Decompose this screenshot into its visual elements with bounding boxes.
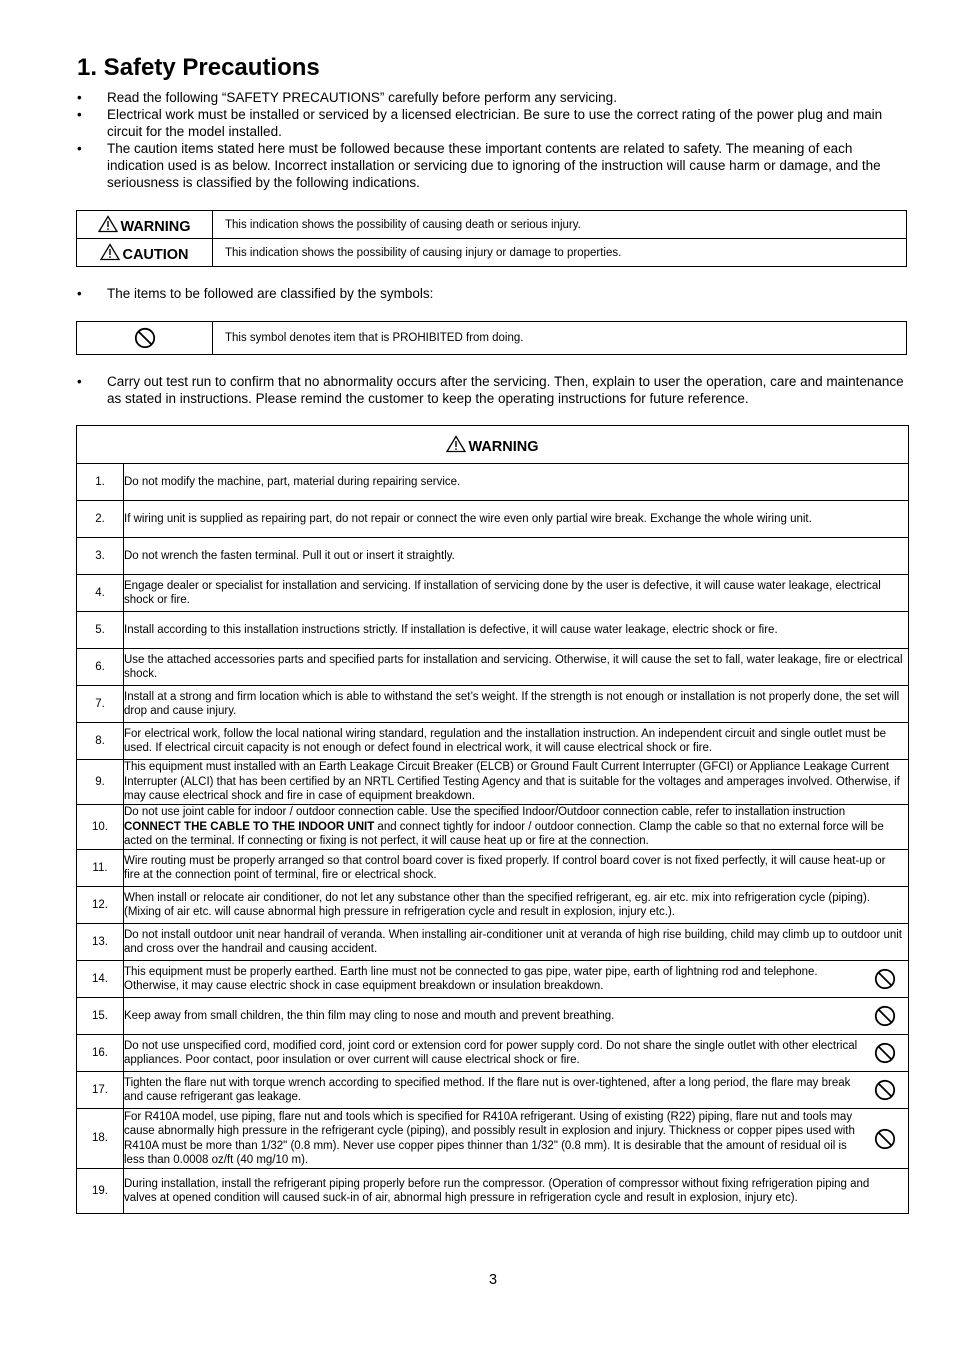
warning-item-text: Do not wrench the fasten terminal. Pull it out or insert it straightly. [124,538,909,575]
warning-item-text: Keep away from small children, the thin film may cling to nose and mouth and prevent breathing. [124,998,863,1035]
warning-item-text: Install according to this installation instructions strictly. If installation is defective, it will cause water leakage, electric shock or fire. [124,612,909,649]
warning-item-row [77,998,909,1035]
prohibited-icon [874,968,896,990]
warning-item-text: Do not install outdoor unit near handrail of veranda. When installing air-conditioner unit at veranda of high rise building, child may climb up to outdoor unit and cross over the handrail and causing accident. [124,924,909,961]
symbols-bullet: • The items to be followed are classified by the symbols: [77,285,909,302]
prohibited-icon [874,1042,896,1064]
prohibited-icon-cell [862,1109,909,1169]
warning-item-row [77,805,909,850]
warning-item-text: For electrical work, follow the local national wiring standard, regulation and the installation instruction. An independent circuit and single outlet must be used. If electrical circuit capacity is not enough or defect found in electrical work, it will cause electrical shock or fire. [124,723,909,760]
prohibited-icon-cell [862,1035,909,1072]
warning-item-row [77,723,909,760]
indication-description: This indication shows the possibility of causing death or serious injury. [213,211,907,239]
warning-item-text: Install at a strong and firm location which is able to withstand the set’s weight. If the strength is not enough or installation is not properly done, the set will drop and cause injury. [124,686,909,723]
warning-table-title: WARNING [468,438,539,455]
warning-item-row [77,501,909,538]
warning-item-number: 3. [77,538,124,575]
warning-item-number: 4. [77,575,124,612]
warning-item-row [77,961,909,998]
test-run-bullet: • Carry out test run to confirm that no abnormality occurs after the servicing. Then, explain to user the operation, care and maintenance as stated in instructions. Please remind the customer to keep the operating instructions for future reference. [77,373,909,407]
warning-item-row [77,464,909,501]
warning-item-number: 12. [77,887,124,924]
warning-item-text: During installation, install the refrigerant piping properly before run the compressor. (Operation of compressor without fixing refrigeration piping and valves at opened condition will caused suck-in of air, abnormal high pressure in refrigeration cycle and result in explosion, injury etc). [124,1169,909,1214]
intro-bullet: • Electrical work must be installed or serviced by a licensed electrician. Be sure to use the correct rating of the power plug and main circuit for the model installed. [77,106,909,140]
warning-table-body [77,464,909,1214]
page-title: 1. Safety Precautions [77,54,320,81]
warning-item-number: 16. [77,1035,124,1072]
indication-description: This indication shows the possibility of causing injury or damage to properties. [213,239,907,267]
test-run-bullet-list [77,373,909,407]
warning-table-header [77,426,909,464]
prohibited-icon-cell [862,961,909,998]
warning-item-text: Use the attached accessories parts and specified parts for installation and servicing. Otherwise, it will cause the set to fall, water leakage, fire or electrical shock. [124,649,909,686]
symbol-description: This symbol denotes item that is PROHIBITED from doing. [213,322,907,355]
warning-item-number: 15. [77,998,124,1035]
warning-item-row [77,649,909,686]
warning-item-row [77,1035,909,1072]
indication-row-caution [77,239,907,267]
warning-item-row [77,850,909,887]
warning-item-row [77,887,909,924]
warning-item-text: Do not modify the machine, part, material during repairing service. [124,464,909,501]
warning-item-number: 8. [77,723,124,760]
warning-item-text: Tighten the flare nut with torque wrench according to specified method. If the flare nut is over-tightened, after a long period, the flare may break and cause refrigerant gas leakage. [124,1072,863,1109]
prohibited-icon [134,327,156,349]
warning-item-text-bold: CONNECT THE CABLE TO THE INDOOR UNIT [124,820,375,833]
warning-item-row [77,924,909,961]
warning-item-number: 17. [77,1072,124,1109]
warning-item-number: 5. [77,612,124,649]
symbols-bullet-list [77,285,909,302]
warning-item-text: When install or relocate air conditioner, do not let any substance other than the specified refrigerant, eg. air etc. mix into refrigeration cycle (piping). (Mixing of air etc. will cause abnormal high pressure in refrigeration cycle and result in explosion, injury etc.). [124,887,909,924]
intro-bullet-list [77,89,909,191]
warning-table [76,425,909,1214]
indication-table [76,210,907,267]
warning-item-number: 2. [77,501,124,538]
warning-item-text: This equipment must installed with an Earth Leakage Circuit Breaker (ELCB) or Ground Fault Current Interrupter (GFCI) or Appliance Leakage Current Interrupter (ALCI) that has been certified by an NRTL Certified Testing Agency and that is suitable for the voltages and amperages involved. Otherwise, if may cause electrical shock and fire in case of equipment breakdown. [124,760,909,805]
prohibited-icon-cell [862,1072,909,1109]
warning-item-number: 13. [77,924,124,961]
warning-item-row [77,538,909,575]
warning-item-number: 7. [77,686,124,723]
warning-triangle-icon [446,435,466,453]
indication-label: CAUTION [122,246,189,263]
indication-row-warning [77,211,907,239]
warning-item-text: Do not use unspecified cord, modified cord, joint cord or extension cord for power supply cord. Do not share the single outlet with other electrical appliances. Poor contact, poor insulation or over current will cause electrical shock or fire. [124,1035,863,1072]
warning-item-row [77,760,909,805]
warning-item-number: 10. [77,805,124,850]
warning-item-text: Wire routing must be properly arranged so that control board cover is fixed properly. If control board cover is not fixed perfectly, it will cause heat-up or fire at the connection point of terminal, fire or electrical shock. [124,850,909,887]
warning-item-row [77,612,909,649]
warning-item-text: Engage dealer or specialist for installation and servicing. If installation of servicing done by the user is defective, it will cause water leakage, electrical shock or fire. [124,575,909,612]
warning-item-number: 9. [77,760,124,805]
warning-item-text-part: and connect tightly for indoor / outdoor connection. Clamp the cable so that no external force will be acted on the terminal. If connecting or fixing is not perfect, it will cause heat up or fire at the connection. [124,820,884,848]
intro-bullet: • Read the following “SAFETY PRECAUTIONS” carefully before perform any servicing. [77,89,909,106]
page-number: 3 [488,1272,498,1288]
symbol-table [76,321,907,355]
warning-item-number: 19. [77,1169,124,1214]
warning-item-text-part: Do not use joint cable for indoor / outdoor connection cable. Use the specified Indoor/Outdoor connection cable, refer to installation instruction [124,806,846,819]
warning-item-number: 14. [77,961,124,998]
prohibited-icon-cell [862,998,909,1035]
warning-table-header-row [77,426,909,464]
intro-bullet: • The caution items stated here must be followed because these important contents are related to safety. The meaning of each indication used is as below. Incorrect installation or servicing due to ignoring of the instruction will cause harm or damage, and the seriousness is classified by the following indications. [77,140,909,191]
indication-label-cell [77,239,213,267]
warning-item-number: 18. [77,1109,124,1169]
prohibited-icon [874,1005,896,1027]
warning-item-row [77,1109,909,1169]
warning-triangle-icon [100,243,120,261]
warning-item-row [77,575,909,612]
prohibited-icon [874,1079,896,1101]
warning-item-number: 11. [77,850,124,887]
warning-item-text: If wiring unit is supplied as repairing part, do not repair or connect the wire even only partial wire break. Exchange the whole wiring unit. [124,501,909,538]
warning-item-text [124,805,909,850]
warning-item-text: For R410A model, use piping, flare nut and tools which is specified for R410A refrigerant. Using of existing (R22) piping, flare nut and tools may cause abnormally high pressure in the refrigerant cycle (piping), and possibly result in explosion and injury. Thickness or copper pipes used with R410A must be more than 1/32" (0.8 mm). Never use copper pipes thinner than 1/32" (0.8 mm). It is desirable that the amount of residual oil is less than 0.0008 oz/ft (40 mg/10 m). [124,1109,863,1169]
indication-label-cell [77,211,213,239]
warning-triangle-icon [98,215,118,233]
prohibited-icon [874,1128,896,1150]
warning-item-row [77,686,909,723]
symbol-row [77,322,907,355]
warning-item-text: This equipment must be properly earthed. Earth line must not be connected to gas pipe, water pipe, earth of lightning rod and telephone. Otherwise, it may cause electric shock in case equipment breakdown or insulation breakdown. [124,961,863,998]
indication-label: WARNING [120,218,191,235]
warning-item-row [77,1072,909,1109]
warning-item-row [77,1169,909,1214]
symbol-cell [77,322,213,355]
warning-item-number: 1. [77,464,124,501]
warning-item-number: 6. [77,649,124,686]
